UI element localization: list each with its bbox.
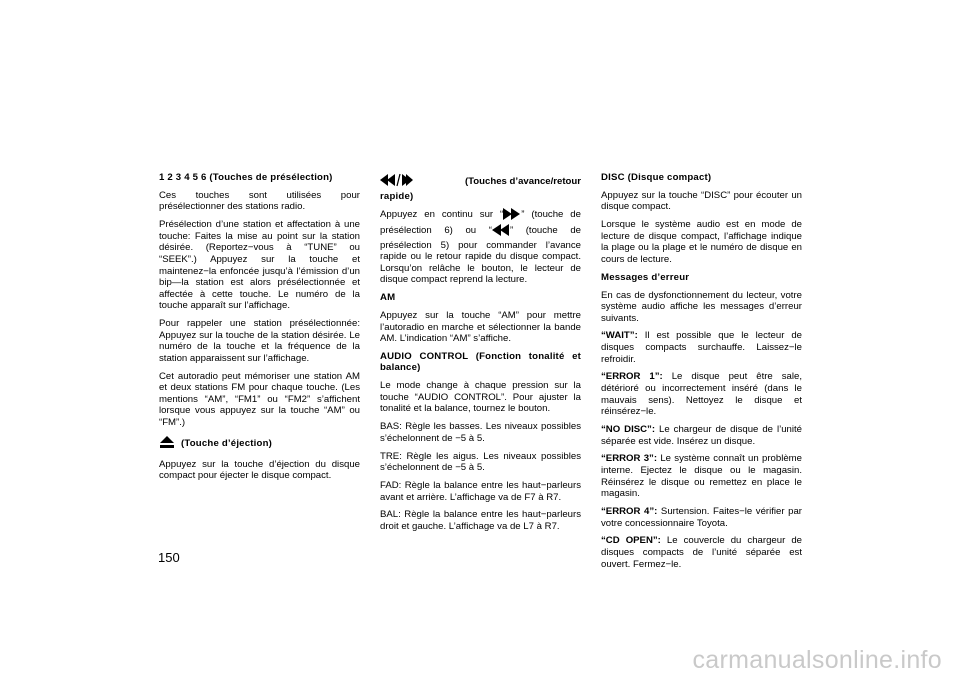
track-heading-b: rapide) [380, 190, 414, 202]
error4-text: Surtension. Faites−le vérifier par votre concessionnaire Toyota. [601, 505, 803, 529]
errors-heading: Messages d’erreur [601, 271, 690, 283]
preset-paragraph-3: Pour rappeler une station présélectionnée: Appuyez sur la touche de la station désirée. Le numéro de la touche et la fréquence de la station apparaissent sur l’affichage. [159, 318, 360, 364]
nodisc-label: “NO DISC”: [601, 424, 656, 435]
fast-forward-icon [503, 208, 521, 224]
nodisc-text: Le chargeur de disque de l’unité séparée est vide. Insérez un disque. [601, 424, 803, 447]
error3-label: “ERROR 3”: [601, 453, 658, 465]
am-heading: AM [380, 292, 396, 304]
preset-heading: 1 2 3 4 5 6 (Touches de présélection) [159, 172, 333, 183]
watermark: carmanualsonline.info [692, 646, 942, 674]
track-text-a: Appuyez en continu sur “ [380, 209, 504, 221]
wait-message [601, 330, 802, 365]
cdopen-text: Le couvercle du chargeur de disques compacts de l’unité séparée est ouvert. Fermez−le. [601, 535, 802, 570]
preset-paragraph-1: Ces touches sont utilisées pour présélectionner des stations radio. [159, 189, 360, 213]
fast-reverse-icon [492, 224, 510, 240]
track-heading-a: (Touches d’avance/retour [464, 176, 581, 187]
eject-icon [159, 435, 175, 453]
column-left [159, 172, 360, 488]
track-text-c: ” (touche de présélection 5) pour commander l’avance rapide ou le retour rapide du disque compact. Lorsqu’on relâche le bouton, le lecteur de disque compact reprend la lecture. [380, 224, 582, 286]
fad-paragraph: FAD: Règle la balance entre les haut−parleurs avant et arrière. L’affichage va de F7 à R7. [380, 479, 581, 503]
error4-label: “ERROR 4”: [601, 505, 658, 517]
error1-label: “ERROR 1”: [601, 371, 663, 383]
eject-paragraph: Appuyez sur la touche d’éjection du disque compact pour éjecter le disque compact. [159, 458, 360, 482]
eject-heading-row [159, 435, 360, 453]
audio-control-paragraph: Le mode change à chaque pression sur la touche “AUDIO CONTROL”. Pour ajuster la tonalité et la balance, tournez le bouton. [380, 380, 581, 415]
bas-paragraph: BAS: Règle les basses. Les niveaux possibles s’échelonnent de −5 à 5. [380, 421, 581, 444]
disc-paragraph: Appuyez sur la touche “DISC” pour écouter un disque compact. [601, 189, 802, 213]
column-right [601, 172, 802, 576]
error3-message [601, 453, 802, 499]
preset-paragraph-2: Présélection d’une station et affectation à une touche: Faites la mise au point sur la station désirée. (Reportez−vous à “TUNE” ou “SEEK”.) Appuyez sur la touche et maintenez−la enfoncée jusqu’à l’émission d’un bip—la station est alors présélectionnée et affectée à cette touche. Le numéro de la touche apparaît sur l’affichage. [159, 219, 360, 312]
wait-text: Il est possible que le lecteur de disques compacts surchauffe. Laissez−le refroidir. [601, 330, 802, 365]
errors-paragraph: En cas de dysfonctionnement du lecteur, votre système audio affiche les messages d’erreur suivants. [601, 289, 802, 324]
track-paragraph [380, 208, 581, 286]
am-paragraph: Appuyez sur la touche “AM” pour mettre l’autoradio en marche et sélectionner la bande AM. L’indication “AM” s’affiche. [380, 309, 581, 345]
audio-control-heading: AUDIO CONTROL (Fonction tonalité et balance) [380, 350, 581, 374]
eject-heading: (Touche d’éjection) [181, 437, 273, 449]
error4-message [601, 506, 802, 529]
disc-paragraph-2: Lorsque le système audio est en mode de lecture de disque compact, l’affichage indique la plage ou la plage et le numéro de disque en cours de lecture. [601, 219, 802, 265]
preset-paragraph-4: Cet autoradio peut mémoriser une station AM et deux stations FM pour chaque touche. (Les mentions “AM”, “FM1” ou “FM2” s’affichent lorsque vous appuyez sur la touche “AM” ou “FM”.) [159, 370, 360, 429]
fast-reverse-forward-icon [380, 173, 414, 191]
page-number: 150 [158, 550, 180, 565]
column-middle [380, 173, 581, 539]
nodisc-message [601, 424, 802, 447]
error1-text: Le disque peut être sale, détérioré ou incorrectement inséré (dans le mauvais sens). Nettoyez le disque et réinsérez−le. [601, 371, 802, 418]
disc-heading: DISC (Disque compact) [601, 172, 712, 183]
cdopen-label: “CD OPEN”: [601, 535, 661, 547]
track-text-b: ” (touche de présélection 6) ou “ [380, 209, 581, 236]
wait-label: “WAIT”: [601, 330, 638, 342]
tre-paragraph: TRE: Règle les aigus. Les niveaux possibles s’échelonnent de −5 à 5. [380, 450, 581, 474]
cdopen-message [601, 535, 802, 570]
track-heading-row [380, 173, 581, 191]
error1-message [601, 371, 802, 417]
bal-paragraph: BAL: Règle la balance entre les haut−parleurs droit et gauche. L’affichage va de L7 à R7. [380, 509, 581, 532]
error3-text: Le système connaît un problème interne. Ejectez le disque ou le magasin. Réinsérez le disque ou remettez en place le magasin. [601, 453, 802, 500]
